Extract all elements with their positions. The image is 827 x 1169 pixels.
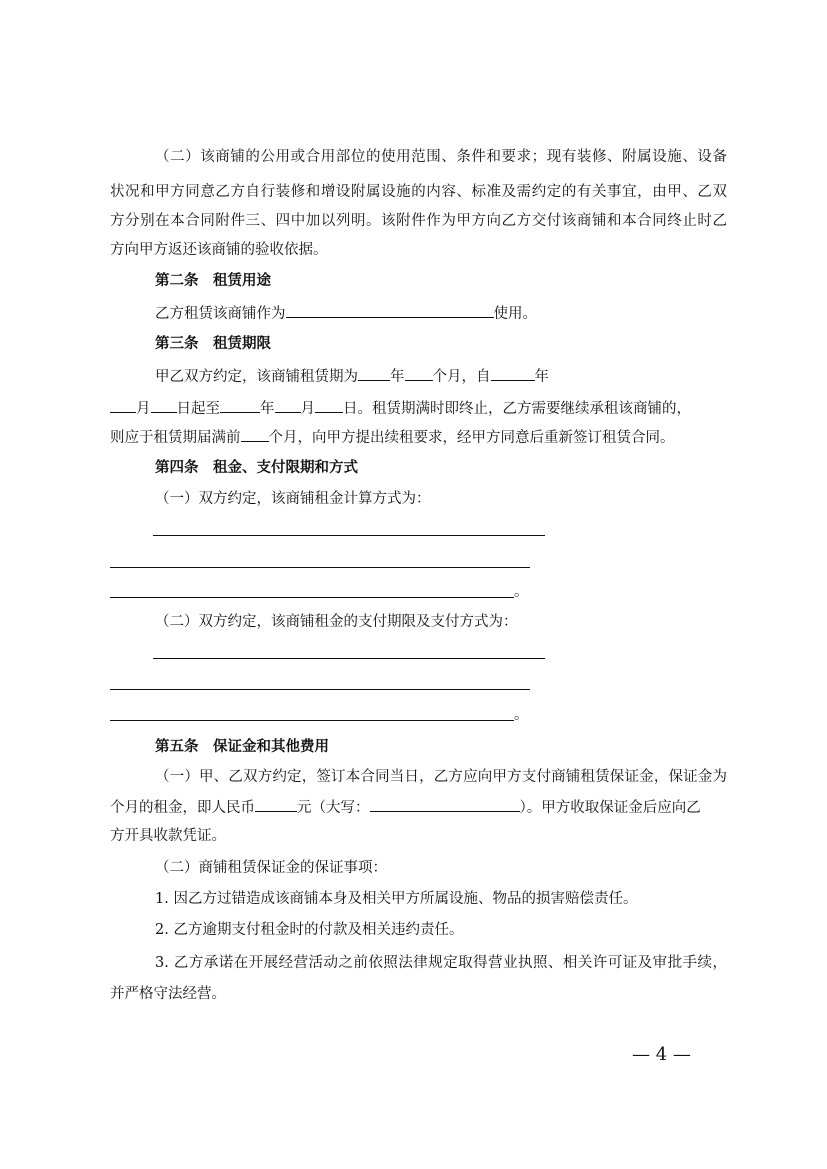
- term-months-blank[interactable]: [405, 366, 433, 381]
- clause3-line2-text-b: 日起至: [176, 401, 220, 417]
- clause5-point2: 2. 乙方逾期支付租金时的付款及相关违约责任。: [155, 922, 464, 938]
- clause3-line1-text-c: 个月，自: [432, 369, 491, 385]
- clause2-text-before: 乙方租赁该商铺作为: [155, 306, 286, 322]
- rent-calc-blank-line1[interactable]: [153, 535, 545, 536]
- clause1-para2-line3: 方分别在本合同附件三、四中加以列明。该附件作为甲方向乙方交付该商铺和本合同终止时乙: [110, 213, 727, 229]
- deposit-amount-words-blank[interactable]: [370, 797, 520, 812]
- deposit-amount-blank[interactable]: [255, 797, 297, 812]
- rent-calc-blank-line2[interactable]: [110, 567, 530, 568]
- clause3-line1-text-b: 年: [390, 369, 405, 385]
- rent-calc-blank-line3[interactable]: [110, 597, 514, 598]
- clause5-heading: 第五条 保证金和其他费用: [155, 738, 329, 755]
- payment-terms-blank-line2[interactable]: [110, 689, 530, 690]
- clause3-line3: [110, 427, 675, 448]
- clause5-item1-line2-text-c: ）。甲方收取保证金后应向乙: [519, 800, 701, 816]
- clause5-point3: 3. 乙方承诺在开展经营活动之前依照法律规定取得营业执照、相关许可证及审批手续，: [155, 955, 727, 971]
- clause3-line2-text-a: 月: [136, 401, 151, 417]
- page-number: — 4 —: [632, 1044, 691, 1065]
- payment-terms-end-mark: 。: [514, 707, 529, 723]
- clause3-line2-text-e: 日。租赁期满时即终止，乙方需要继续承租该商铺的，: [343, 401, 691, 417]
- clause3-line1: [155, 366, 549, 387]
- clause2-text-after: 使用。: [493, 306, 537, 322]
- clause4-heading: 第四条 租金、支付限期和方式: [155, 459, 358, 476]
- clause5-item1-line2: [110, 797, 701, 818]
- rent-calc-end-mark: 。: [514, 584, 529, 600]
- clause2-usage-line: [155, 303, 537, 324]
- clause5-item1-line3: 方开具收款凭证。: [110, 828, 226, 844]
- clause1-para2-line2: 状况和甲方同意乙方自行装修和增设附属设施的内容、标准及需约定的有关事宜，由甲、乙双: [110, 184, 727, 200]
- payment-terms-blank-line1[interactable]: [153, 658, 545, 659]
- clause3-line1-text-a: 甲乙双方约定，该商铺租赁期为: [155, 369, 358, 385]
- renewal-notice-months-blank[interactable]: [241, 427, 269, 442]
- start-year-blank[interactable]: [491, 366, 535, 381]
- clause5-item1-line2-text-a: 个月的租金，即人民币: [110, 800, 255, 816]
- clause3-heading: 第三条 租赁期限: [155, 335, 271, 352]
- start-month-blank[interactable]: [110, 398, 136, 413]
- clause3-line2: [110, 398, 691, 419]
- end-month-blank[interactable]: [275, 398, 301, 413]
- clause5-item1-line1: （一）甲、乙双方约定，签订本合同当日，乙方应向甲方支付商铺租赁保证金，保证金为: [155, 769, 727, 785]
- clause4-item2: （二）双方约定，该商铺租金的支付期限及支付方式为：: [155, 614, 518, 630]
- end-year-blank[interactable]: [220, 398, 260, 413]
- clause2-heading: 第二条 租赁用途: [155, 272, 271, 289]
- term-years-blank[interactable]: [358, 366, 390, 381]
- clause4-item1: （一）双方约定，该商铺租金计算方式为：: [155, 491, 431, 507]
- clause5-point3-cont: 并严格守法经营。: [110, 986, 226, 1002]
- end-day-blank[interactable]: [315, 398, 343, 413]
- clause5-item1-line2-text-b: 元（大写：: [297, 800, 370, 816]
- clause3-line3-text-a: 则应于租赁期届满前: [110, 430, 241, 446]
- clause1-para2-line4: 方向甲方返还该商铺的验收依据。: [110, 242, 328, 258]
- clause5-item2: （二）商铺租赁保证金的保证事项：: [155, 860, 387, 876]
- clause1-para2-line1: （二）该商铺的公用或合用部位的使用范围、条件和要求；现有装修、附属设施、设备: [155, 149, 727, 165]
- clause3-line2-text-c: 年: [260, 401, 275, 417]
- clause3-line3-text-b: 个月，向甲方提出续租要求，经甲方同意后重新签订租赁合同。: [268, 430, 675, 446]
- payment-terms-blank-line3[interactable]: [110, 720, 514, 721]
- clause5-point1: 1. 因乙方过错造成该商铺本身及相关甲方所属设施、物品的损害赔偿责任。: [155, 891, 638, 907]
- clause3-line1-text-d: 年: [534, 369, 549, 385]
- clause3-line2-text-d: 月: [300, 401, 315, 417]
- usage-blank[interactable]: [286, 303, 494, 318]
- start-day-blank[interactable]: [151, 398, 177, 413]
